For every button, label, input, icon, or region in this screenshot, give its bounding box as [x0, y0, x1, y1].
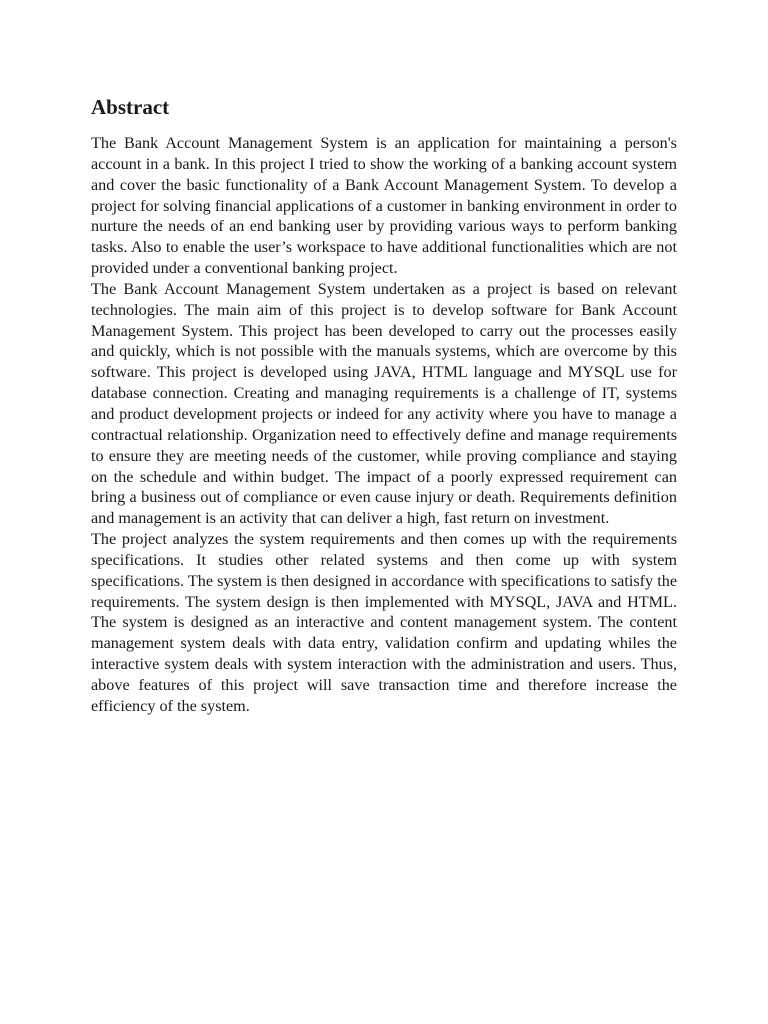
paragraph-1: The Bank Account Management System is an application for maintaining a person's account in a bank. In this project I tried to show the working of a banking account system and cover the basic functionality of a Bank Account Management System. To develop a project for solving financial applications of a customer in banking environment in order to nurture the needs of an end banking user by providing various ways to perform banking tasks. Also to enable the user’s workspace to have additional functionalities which are not provided under a conventional banking project.: [91, 134, 677, 278]
paragraph-3: The project analyzes the system requirements and then comes up with the requirements specifications. It studies other related systems and then come up with system specifications. The system is then designed in accordance with specifications to satisfy the requirements. The system design is then implemented with MYSQL, JAVA and HTML. The system is designed as an interactive and content management system. The content management system deals with data entry, validation confirm and updating whiles the interactive system deals with system interaction with the administration and users. Thus, above features of this project will save transaction time and therefore increase the efficiency of the system.: [91, 530, 677, 715]
abstract-heading: Abstract: [91, 95, 170, 119]
abstract-body: [91, 133, 677, 717]
paragraph-2: The Bank Account Management System undertaken as a project is based on relevant technologies. The main aim of this project is to develop software for Bank Account Management System. This project has been developed to carry out the processes easily and quickly, which is not possible with the manuals systems, which are overcome by this software. This project is developed using JAVA, HTML language and MYSQL use for database connection. Creating and managing requirements is a challenge of IT, systems and product development projects or indeed for any activity where you have to manage a contractual relationship. Organization need to effectively define and manage requirements to ensure they are meeting needs of the customer, while proving compliance and staying on the schedule and within budget. The impact of a poorly expressed requirement can bring a business out of compliance or even cause injury or death. Requirements definition and management is an activity that can deliver a high, fast return on investment.: [91, 279, 677, 528]
